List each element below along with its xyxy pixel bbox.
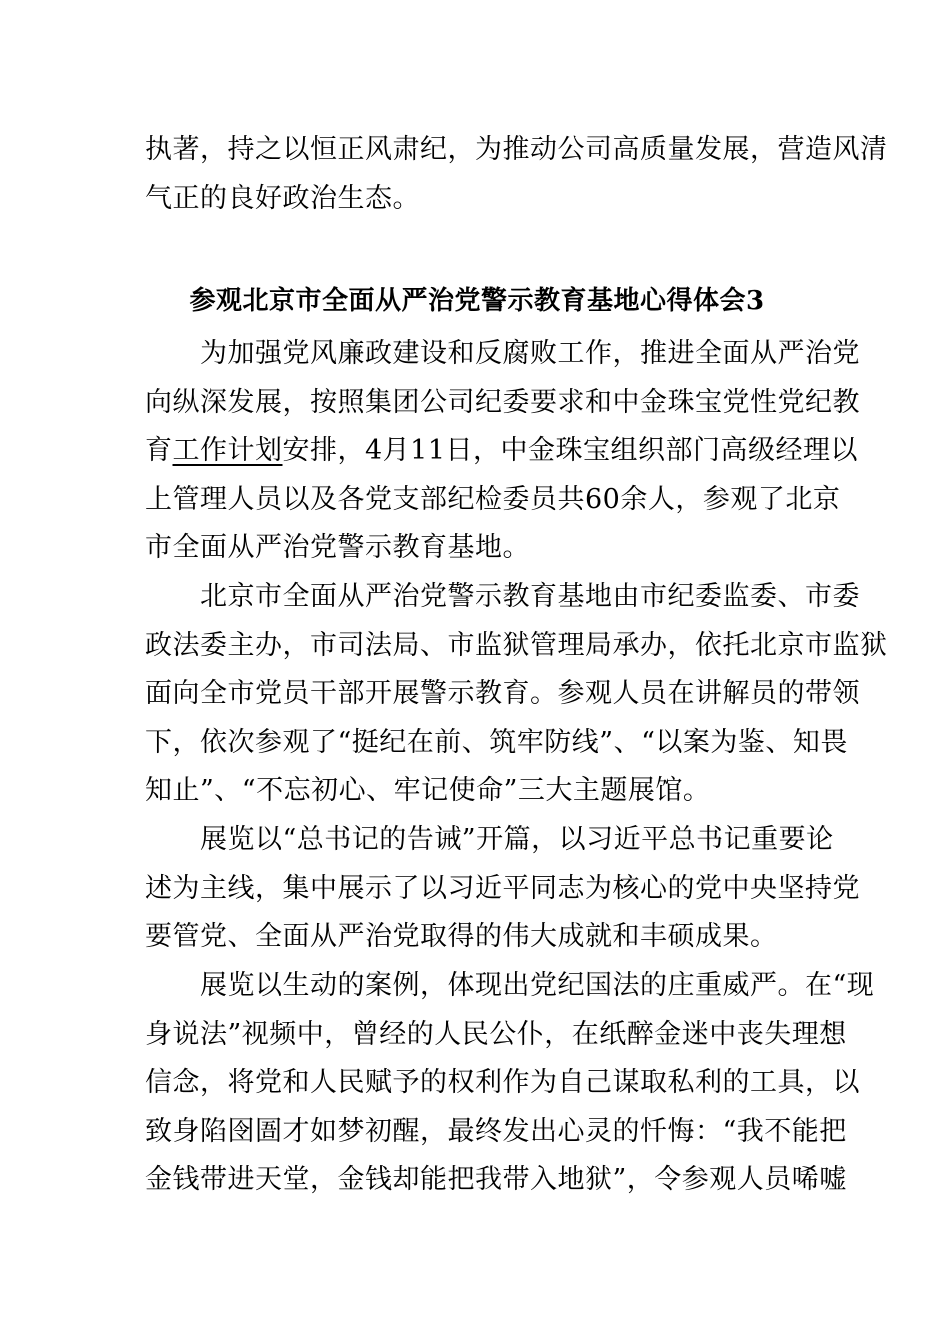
text-segment: 安排，4月11日，中金珠宝组织部门高级经理以 — [282, 435, 859, 466]
text-line: 致身陷囹圄才如梦初醒，最终发出心灵的忏悔：“我不能把 — [145, 1115, 847, 1147]
work-plan-link[interactable]: 工作计划 — [172, 435, 283, 466]
paragraph-4 — [145, 962, 875, 1205]
text-line: 北京市全面从严治党警示教育基地由市纪委监委、市委 — [145, 581, 860, 612]
text-line: 述为主线，集中展示了以习近平同志为核心的党中央坚持党 — [145, 872, 860, 904]
text-line: 知止”、“不忘初心、牢记使命”三大主题展馆。 — [145, 775, 711, 806]
paragraph-2 — [145, 573, 888, 816]
text-line: 信念，将党和人民赋予的权利作为自己谋取私利的工具，以 — [145, 1067, 860, 1098]
section-heading: 参观北京市全面从严治党警示教育基地心得体会3 — [189, 286, 765, 316]
paragraph-3 — [145, 816, 860, 962]
text-segment: 育 — [145, 435, 173, 466]
text-line: 上管理人员以及各党支部纪检委员共60余人，参观了北京 — [145, 483, 841, 515]
text-line: 面向全市党员干部开展警示教育。参观人员在讲解员的带领 — [145, 678, 860, 709]
text-line — [145, 427, 859, 476]
text-line: 要管党、全面从严治党取得的伟大成就和丰硕成果。 — [145, 921, 778, 952]
text-line: 向纵深发展，按照集团公司纪委要求和中金珠宝党性党纪教 — [145, 386, 860, 418]
text-line: 为加强党风廉政建设和反腐败工作，推进全面从严治党 — [145, 338, 860, 369]
text-line: 展览以生动的案例，体现出党纪国法的庄重威严。在“现 — [145, 970, 875, 1001]
paragraph-1 — [145, 330, 860, 573]
text-line: 市全面从严治党警示教育基地。 — [145, 532, 530, 563]
text-line: 执著，持之以恒正风肃纪，为推动公司高质量发展，营造风清 — [145, 134, 888, 165]
text-line: 身说法”视频中，曾经的人民公仆，在纸醉金迷中丧失理想 — [145, 1018, 847, 1050]
text-line: 下，依次参观了“挺纪在前、筑牢防线”、“以案为鉴、知畏 — [145, 726, 848, 758]
text-line: 政法委主办，市司法局、市监狱管理局承办，依托北京市监狱 — [145, 629, 888, 661]
text-line: 金钱带进天堂，金钱却能把我带入地狱”，令参观人员唏嘘 — [145, 1164, 847, 1195]
text-line: 气正的良好政治生态。 — [145, 182, 420, 214]
text-line: 展览以“总书记的告诫”开篇，以习近平总书记重要论 — [145, 824, 834, 855]
intro-paragraph — [145, 126, 888, 223]
